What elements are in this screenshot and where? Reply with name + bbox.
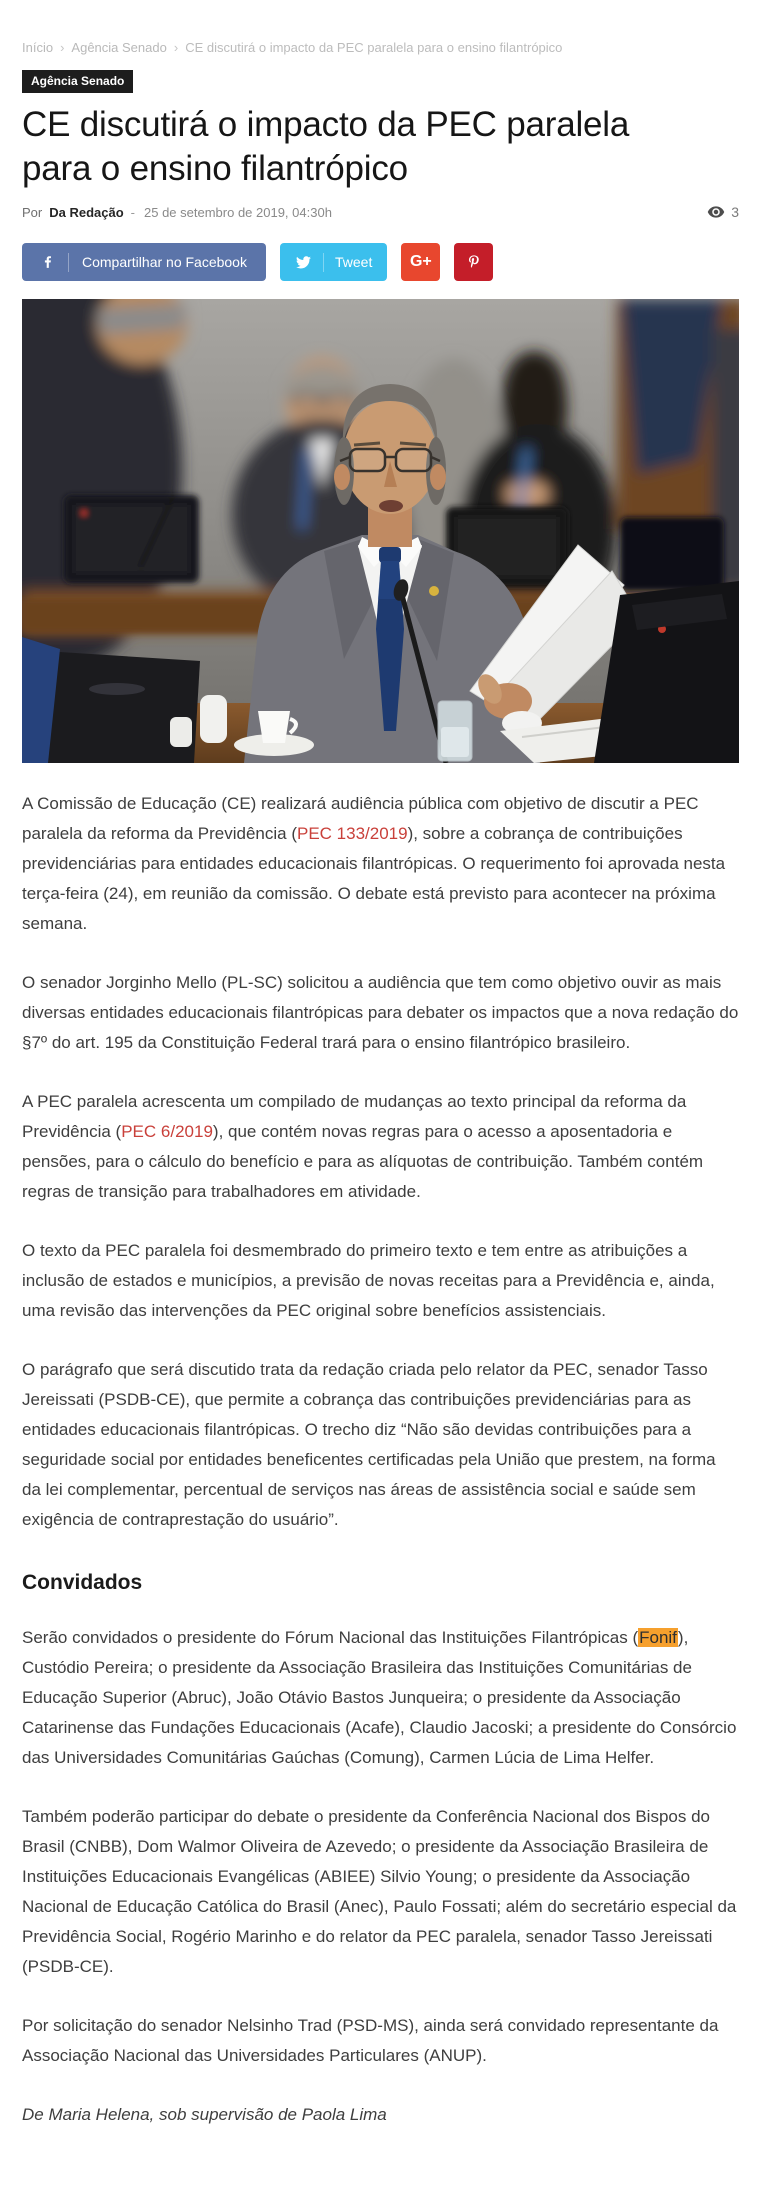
article-photo xyxy=(22,299,739,763)
text-segment: ), Custódio Pereira; o presidente da Associação Brasileira das Instituições Comunitárias de Educação Superior (Abruc), João Otávio Bastos Junqueira; o presidente da Associação Catarinense das Fundações Educacionais (Acafe), Claudio Jacoski; a presidente do Consórcio das Universidades Comunitárias Gaúchas (Comung), Carmen Lúcia de Lima Helfer. xyxy=(22,1628,737,1767)
pec-link[interactable]: PEC 6/2019 xyxy=(121,1122,213,1141)
highlighted-term: Fonif xyxy=(639,1628,677,1647)
paragraph xyxy=(22,2011,739,2071)
facebook-share-button[interactable] xyxy=(22,243,266,281)
share-buttons xyxy=(22,243,739,281)
button-divider xyxy=(68,253,69,272)
supervision-note: De Maria Helena, sob supervisão de Paola Lima xyxy=(22,2105,387,2124)
pinterest-share-button[interactable] xyxy=(454,243,493,281)
byline-dash: - xyxy=(130,204,135,220)
breadcrumb xyxy=(22,40,739,56)
paragraph xyxy=(22,1623,739,1773)
eye-icon xyxy=(707,203,725,221)
category-badge[interactable]: Agência Senado xyxy=(22,70,133,93)
article-page xyxy=(0,40,761,2195)
button-divider xyxy=(323,253,324,272)
text-segment: Por solicitação do senador Nelsinho Trad (PSD-MS), ainda será convidado representante da Associação Nacional das Universidades Particulares (ANUP). xyxy=(22,2016,719,2065)
view-count xyxy=(707,203,739,221)
paragraph xyxy=(22,1087,739,1207)
breadcrumb-agencia-senado[interactable]: Agência Senado xyxy=(71,40,167,55)
breadcrumb-separator-icon: › xyxy=(173,40,179,55)
text-segment: Serão convidados o presidente do Fórum Nacional das Instituições Filantrópicas ( xyxy=(22,1628,639,1647)
text-segment: A Comissão de Educação (CE) realizará audiência pública com objetivo de discutir a PEC paralela da reforma da Previdência ( xyxy=(22,794,699,843)
googleplus-icon: G+ xyxy=(409,253,432,270)
tweet-label: Tweet xyxy=(334,254,373,270)
pec-link[interactable]: PEC 133/2019 xyxy=(296,824,408,843)
paragraph xyxy=(22,968,739,1058)
page-title: CE discutirá o impacto da PEC paralela para o ensino filantrópico xyxy=(22,105,630,188)
breadcrumb-separator-icon: › xyxy=(60,40,65,55)
byline-row xyxy=(22,203,739,221)
pinterest-p-icon xyxy=(466,252,482,272)
view-count-value: 3 xyxy=(731,204,739,220)
googleplus-share-button[interactable] xyxy=(401,243,440,281)
article-body xyxy=(22,789,739,2130)
paragraph xyxy=(22,789,739,939)
text-segment: ), sobre a cobrança de contribuições previdenciárias para entidades educacionais filantrópicas. O requerimento foi aprovada nesta terça-feira (24), em reunião da comissão. O debate está previsto para acontecer na próxima semana. xyxy=(22,824,726,933)
text-segment: Também poderão participar do debate o presidente da Conferência Nacional dos Bispos do Brasil (CNBB), Dom Walmor Oliveira de Azevedo; o presidente da Associação Brasileira de Instituições Educacionais Evangélicas (ABIEE) Silvio Young; o presidente da Associação Nacional de Educação Católica do Brasil (Anec), Paulo Fossati; além do secretário especial da Previdência Social, Rogério Marinho e do relator da PEC paralela, senador Tasso Jereissati (PSDB-CE). xyxy=(22,1807,737,1976)
breadcrumb-home[interactable]: Início xyxy=(22,40,54,55)
paragraph xyxy=(22,1802,739,1982)
byline xyxy=(22,205,332,220)
text-segment: A PEC paralela acrescenta um compilado de mudanças ao texto principal da reforma da Previdência ( xyxy=(22,1092,687,1141)
text-segment: O parágrafo que será discutido trata da redação criada pelo relator da PEC, senador Tasso Jereissati (PSDB-CE), que permite a cobrança das contribuições previdenciárias para as entidades educacionais filantrópicas. O trecho diz “Não são devidas contribuições para a seguridade social por entidades beneficentes certificadas pela União que prestem, na forma da lei complementar, percentual de serviços nas áreas de assistência social e saúde sem exigência de contraprestação do usuário”. xyxy=(22,1360,716,1529)
text-segment: O senador Jorginho Mello (PL-SC) solicitou a audiência que tem como objetivo ouvir as mais diversas entidades educacionais filantrópicas para debater os impactos que a nova redação do §7º do art. 195 da Constituição Federal trará para o ensino filantrópico brasileiro. xyxy=(22,973,739,1052)
paragraph xyxy=(22,1355,739,1535)
section-heading-convidados: Convidados xyxy=(22,1571,143,1594)
twitter-share-button[interactable] xyxy=(280,243,387,281)
facebook-f-icon xyxy=(41,255,55,269)
byline-prefix: Por xyxy=(22,204,43,220)
breadcrumb-current-page: CE discutirá o impacto da PEC paralela para o ensino filantrópico xyxy=(185,40,563,55)
author-link[interactable]: Da Redação xyxy=(49,204,124,220)
paragraph xyxy=(22,1236,739,1326)
twitter-bird-icon xyxy=(295,255,312,270)
facebook-share-label: Compartilhar no Facebook xyxy=(82,254,247,270)
publish-date: 25 de setembro de 2019, 04:30h xyxy=(144,204,332,220)
text-segment: O texto da PEC paralela foi desmembrado do primeiro texto e tem entre as atribuições a inclusão de estados e municípios, a previsão de novas receitas para a Previdência e, ainda, uma revisão das intervenções da PEC original sobre benefícios assistenciais. xyxy=(22,1241,715,1320)
text-segment: ), que contém novas regras para o acesso a aposentadoria e pensões, para o cálculo do benefício e para as alíquotas de contribuição. Também contém regras de transição para trabalhadores em atividade. xyxy=(22,1122,704,1201)
